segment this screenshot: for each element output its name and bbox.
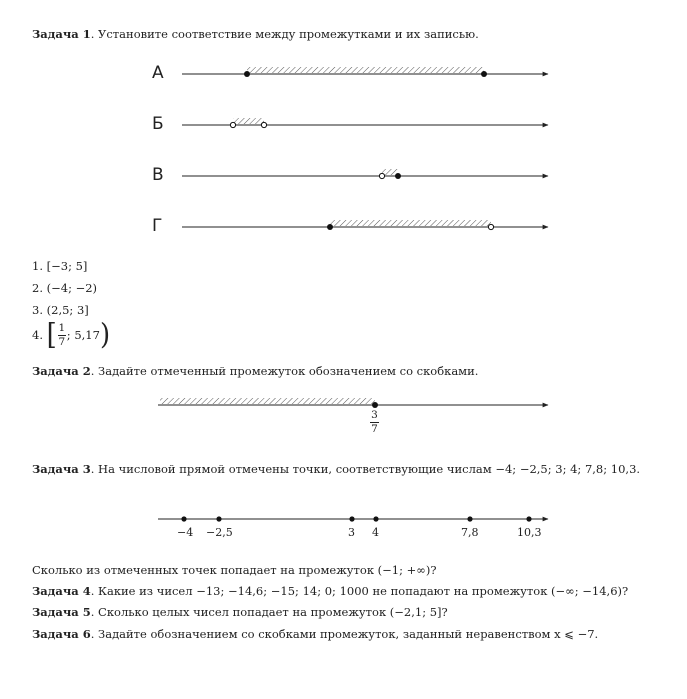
tick-label: −2,5 <box>206 526 233 539</box>
fraction-denominator: 7 <box>371 423 378 435</box>
point-m4 <box>181 516 186 521</box>
line-label-b: Б <box>152 114 164 134</box>
line-label-g: Г <box>152 216 163 236</box>
line-label-v: В <box>152 165 164 185</box>
option-number: 4. <box>32 328 43 342</box>
tick-label: 10,3 <box>517 526 542 539</box>
point-open <box>488 224 493 229</box>
task2-point-label <box>370 410 379 435</box>
option-2 <box>32 281 97 295</box>
task3-statement <box>32 462 640 476</box>
task1-statement <box>32 27 479 41</box>
number-line-b <box>182 118 548 128</box>
number-line-v <box>182 169 548 179</box>
option-text: (−4; −2) <box>46 281 98 295</box>
line-label-a: А <box>152 63 164 83</box>
task1-title: Задача 1 <box>32 27 91 41</box>
tick-label: 4 <box>372 526 379 539</box>
point-closed-left <box>244 71 250 77</box>
task2-title: Задача 2 <box>32 364 91 378</box>
task2-statement <box>32 364 478 378</box>
number-line-g <box>182 220 548 230</box>
task3-text: . На числовой прямой отмечены точки, соответствующие числам −4; −2,5; 3; 4; 7,8; 10,3. <box>90 462 641 476</box>
task4-text: . Какие из чисел −13; −14,6; −15; 14; 0; 1000 не попадают на промежуток (−∞; −14,6)? <box>90 584 629 598</box>
number-line-task3 <box>158 516 548 521</box>
point-m2-5 <box>216 516 221 521</box>
point-open-left <box>230 122 235 127</box>
option-number: 2. <box>32 281 43 295</box>
option-number: 1. <box>32 259 43 273</box>
fraction-numerator: 1 <box>58 321 66 334</box>
task5-title: Задача 5 <box>32 605 91 619</box>
option-1 <box>32 259 87 273</box>
task2-text: . Задайте отмеченный промежуток обозначением со скобками. <box>90 364 479 378</box>
fraction <box>58 323 66 348</box>
point-3 <box>349 516 354 521</box>
hatch-g <box>330 220 491 226</box>
option-3 <box>32 303 89 317</box>
point-7-8 <box>467 516 472 521</box>
tick-label: 7,8 <box>461 526 479 539</box>
task5-statement <box>32 605 448 619</box>
fraction-numerator: 3 <box>371 409 378 421</box>
task1-text: . Установите соответствие между промежутками и их записью. <box>90 27 479 41</box>
task5-text: . Сколько целых чисел попадает на промежуток (−2,1; 5]? <box>90 605 448 619</box>
point-4 <box>373 516 378 521</box>
hatch-task2 <box>160 398 375 404</box>
task3-title: Задача 3 <box>32 462 91 476</box>
hatch-a <box>247 67 484 73</box>
task6-statement <box>32 627 598 641</box>
option-number: 3. <box>32 303 43 317</box>
number-line-task2 <box>158 398 548 408</box>
point-closed <box>327 224 333 230</box>
tick-label: −4 <box>177 526 194 539</box>
hatch-b <box>233 118 264 124</box>
number-line-a <box>182 67 548 77</box>
point-closed <box>372 402 378 408</box>
option-text: (2,5; 3] <box>46 303 89 317</box>
task6-title: Задача 6 <box>32 627 91 641</box>
option-4 <box>32 318 111 352</box>
open-bracket: [ <box>46 318 57 352</box>
point-10-3 <box>526 516 531 521</box>
task4-title: Задача 4 <box>32 584 91 598</box>
tick-label: 3 <box>348 526 355 539</box>
task4-statement <box>32 584 628 598</box>
point-closed-right <box>481 71 487 77</box>
close-bracket: ) <box>99 318 111 352</box>
point-open <box>379 173 384 178</box>
point-open-right <box>261 122 266 127</box>
task3-question: Сколько из отмеченных точек попадает на промежуток (−1; +∞)? <box>32 563 437 577</box>
option-rest: ; 5,17 <box>66 328 100 342</box>
point-closed <box>395 173 401 179</box>
fraction-denominator: 7 <box>58 335 66 348</box>
task6-text: . Задайте обозначением со скобками промежуток, заданный неравенством x ⩽ −7. <box>90 627 599 641</box>
option-text: [−3; 5] <box>46 259 88 273</box>
